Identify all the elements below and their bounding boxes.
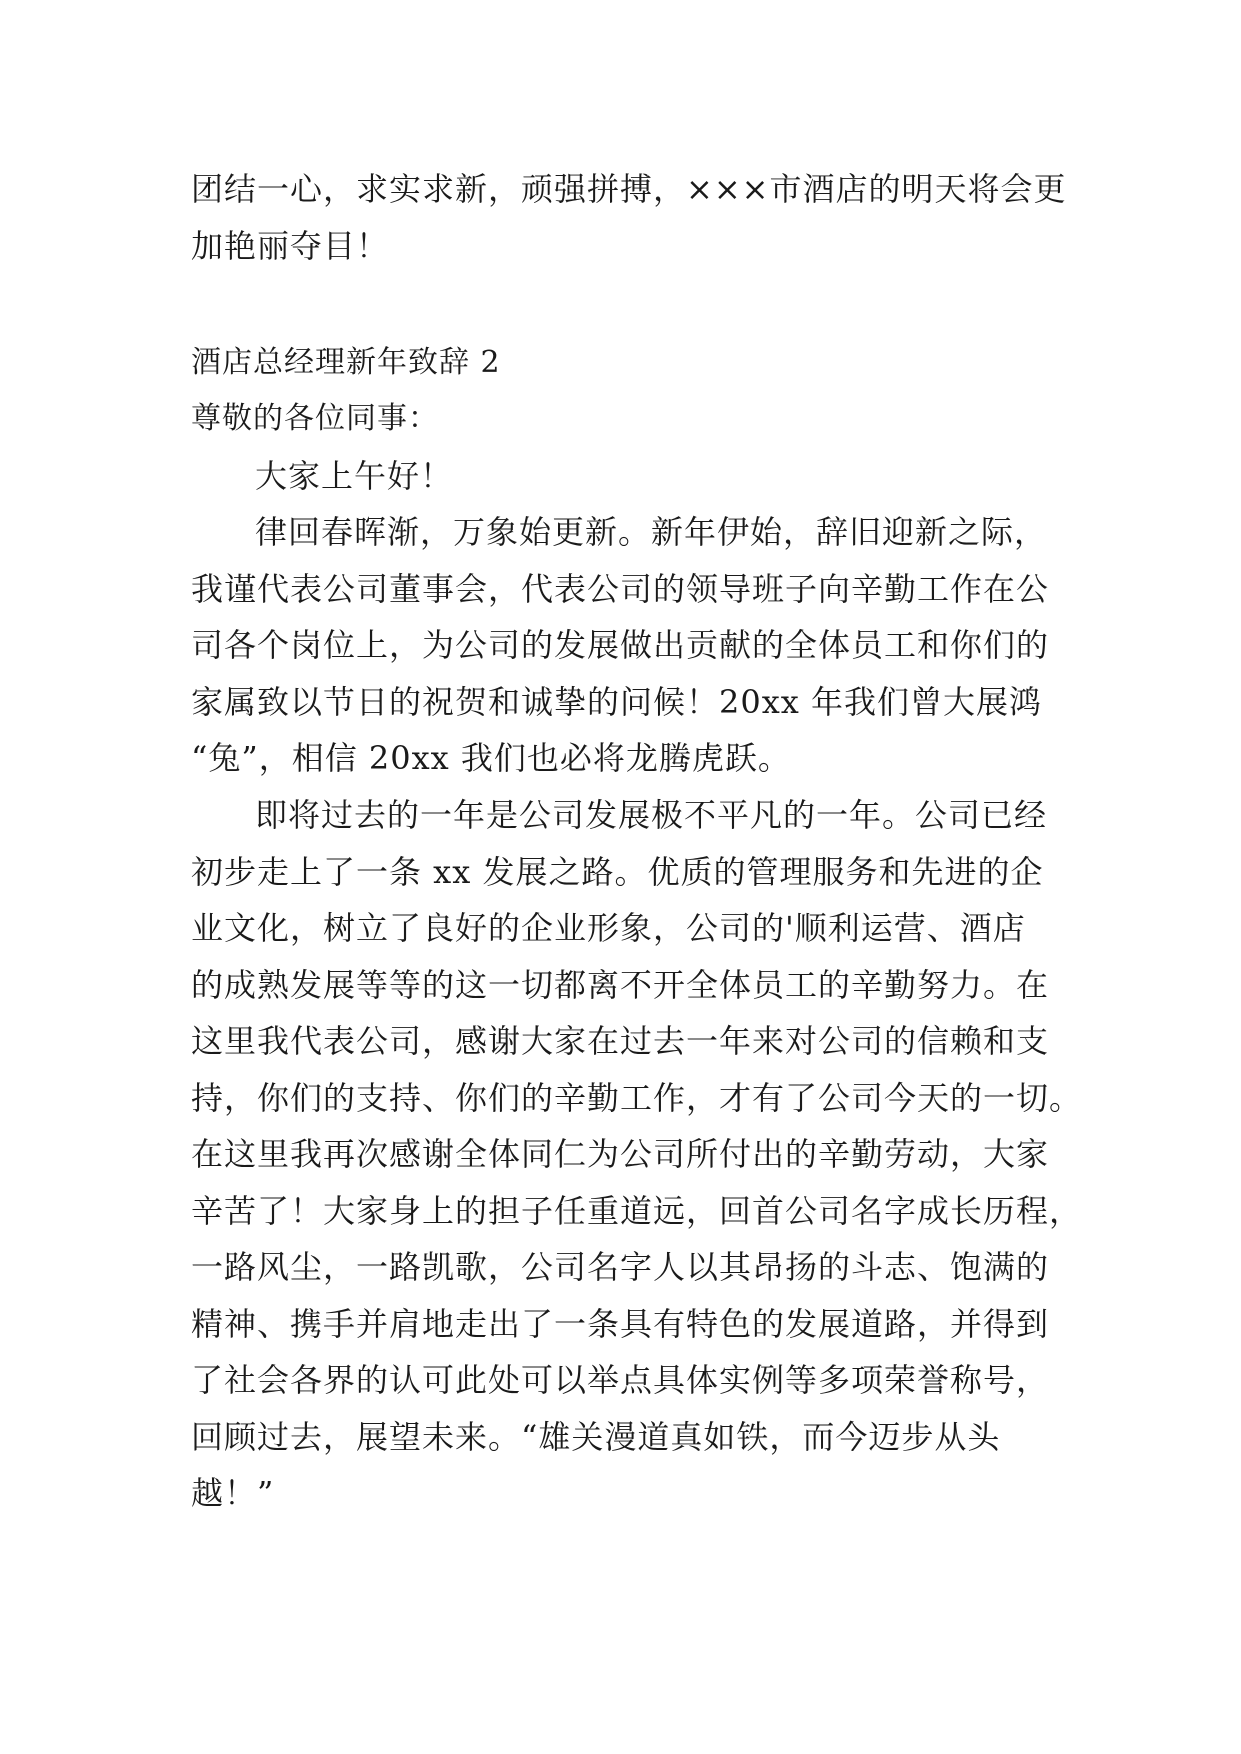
paragraph-line: 一路风尘，一路凯歌，公司名字人以其昂扬的斗志、饱满的 xyxy=(191,1248,1050,1286)
greeting-block xyxy=(191,448,1061,505)
paragraph-line: 这里我代表公司，感谢大家在过去一年来对公司的信赖和支 xyxy=(191,1022,1050,1060)
section-title: 酒店总经理新年致辞 2 xyxy=(191,345,501,380)
paragraph-line: 即将过去的一年是公司发展极不平凡的一年。公司已经 xyxy=(255,796,1048,834)
paragraph-line: 家属致以节日的祝贺和诚挚的问候！20xx 年我们曾大展鸿 xyxy=(191,682,1042,721)
paragraph-line: 我谨代表公司董事会，代表公司的领导班子向辛勤工作在公 xyxy=(191,569,1050,608)
paragraph-line: 辛苦了！大家身上的担子任重道远，回首公司名字成长历程， xyxy=(191,1191,1083,1230)
paragraph-line: 业文化，树立了良好的企业形象，公司的'顺利运营、酒店 xyxy=(191,909,1026,947)
salutation: 尊敬的各位同事： xyxy=(191,401,439,436)
paragraph-line: 的成熟发展等等的这一切都离不开全体员工的辛勤努力。在 xyxy=(191,965,1050,1004)
paragraph-line: 精神、携手并肩地走出了一条具有特色的发展道路，并得到 xyxy=(191,1304,1050,1343)
greeting: 大家上午好！ xyxy=(255,457,454,495)
paragraph-line: 持，你们的支持、你们的辛勤工作，才有了公司今天的一切。 xyxy=(191,1078,1083,1117)
paragraph-line: 司各个岗位上，为公司的发展做出贡献的全体员工和你们的 xyxy=(191,626,1050,664)
paragraph-line: 回顾过去，展望未来。“雄关漫道真如铁，而今迈步从头 xyxy=(191,1417,1001,1456)
paragraph-line: “兔”，相信 20xx 我们也必将龙腾虎跃。 xyxy=(191,739,791,777)
paragraph-line: 越！” xyxy=(191,1474,275,1512)
paragraph-line: 初步走上了一条 xx 发展之路。优质的管理服务和先进的企 xyxy=(191,852,1044,891)
intro-paragraph xyxy=(191,161,1067,274)
paragraph-1 xyxy=(191,504,1061,787)
paragraph-line: 团结一心，求实求新，顽强拼搏，×××市酒店的明天将会更 xyxy=(191,170,1067,208)
paragraph-2 xyxy=(191,787,1083,1522)
paragraph-line: 在这里我再次感谢全体同仁为公司所付出的辛勤劳动，大家 xyxy=(191,1135,1050,1173)
paragraph-line: 了社会各界的认可此处可以举点具体实例等多项荣誉称号， xyxy=(191,1361,1050,1399)
paragraph-line: 律回春晖渐，万象始更新。新年伊始，辞旧迎新之际， xyxy=(255,513,1048,551)
paragraph-line: 加艳丽夺目！ xyxy=(191,226,390,265)
